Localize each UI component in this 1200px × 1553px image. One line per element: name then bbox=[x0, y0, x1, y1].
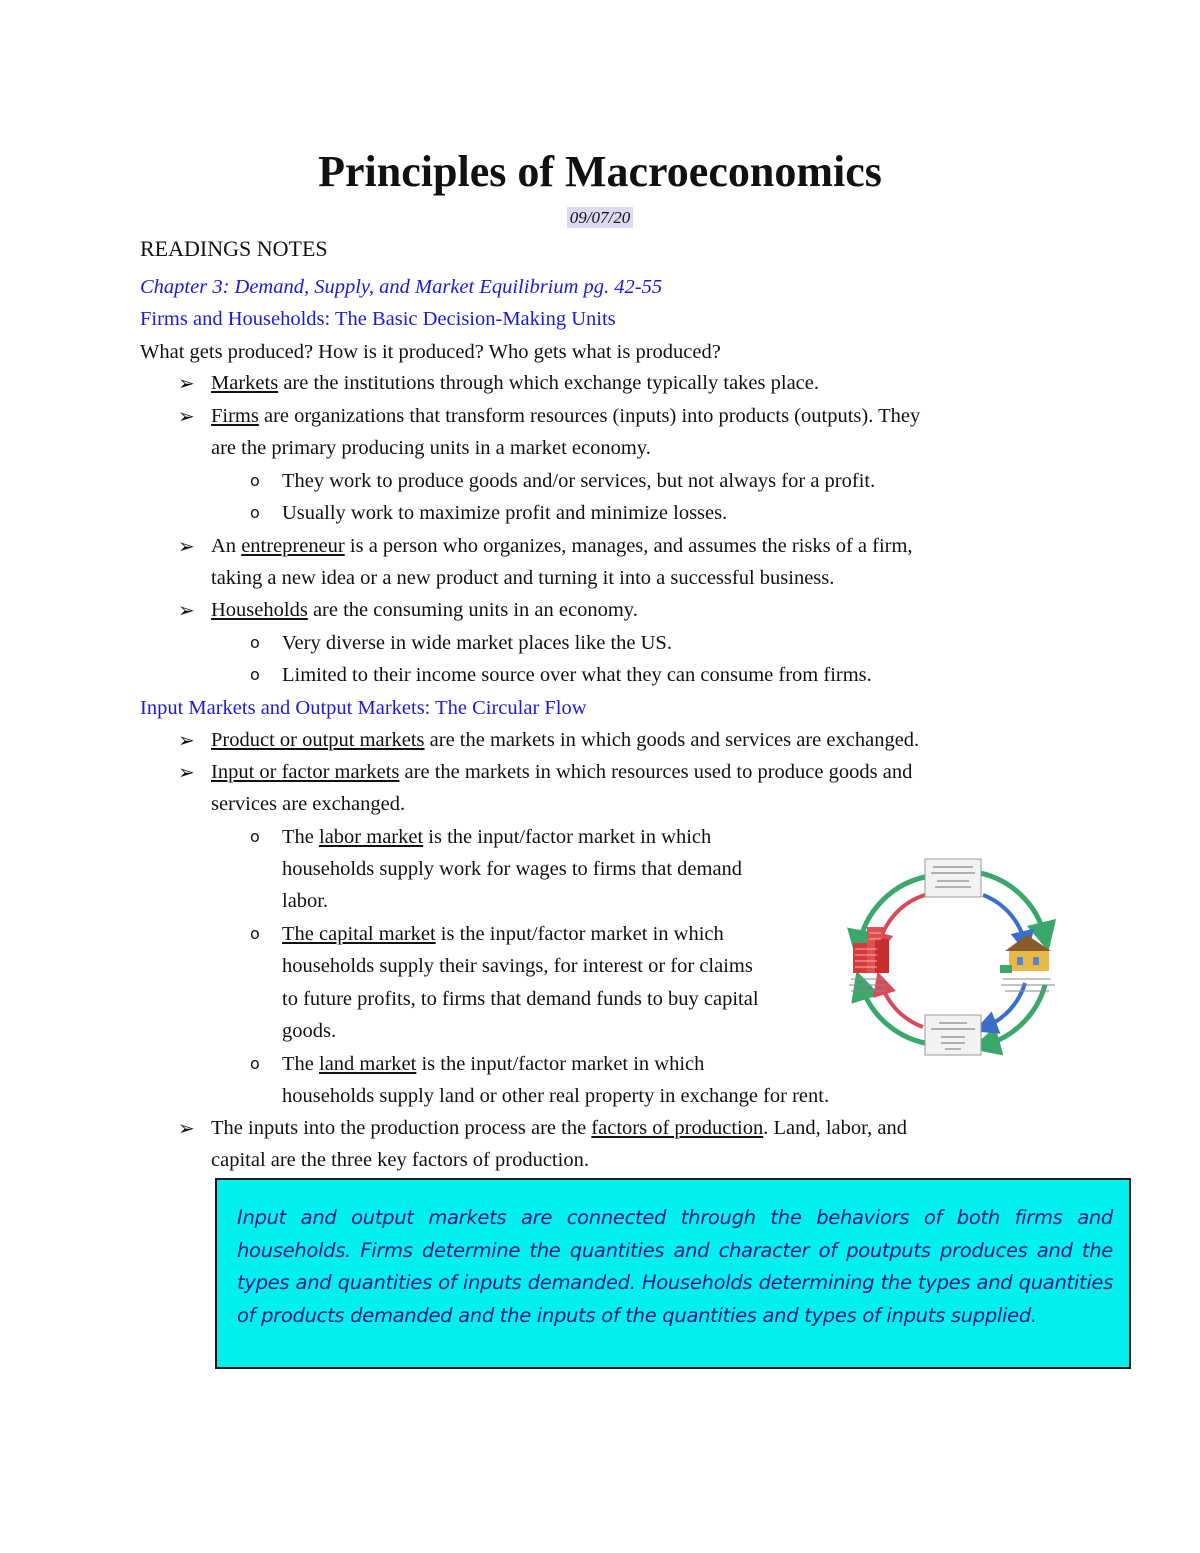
flow-arrow-outer bbox=[985, 985, 1045, 1045]
flow-arrow-inner bbox=[881, 983, 923, 1027]
term-households: Households bbox=[211, 599, 308, 621]
date-text: 09/07/20 bbox=[567, 207, 633, 228]
bullet-text: are the markets in which resources used to produce goods and bbox=[399, 761, 913, 783]
page-title: Principles of Macroeconomics bbox=[318, 147, 882, 196]
bullet-text: is the input/factor market in which bbox=[416, 1053, 705, 1075]
sub-bullet-households-2: Limited to their income source over what they can consume from firms. bbox=[282, 664, 872, 686]
bullet-text: are the consuming units in an economy. bbox=[307, 599, 638, 621]
bullet-text: is a person who organizes, manages, and assumes the risks of a firm, bbox=[344, 535, 913, 557]
bullet-households bbox=[211, 595, 638, 625]
bullet-text: The inputs into the production process are the bbox=[211, 1117, 592, 1139]
bullet-text: The bbox=[282, 1053, 319, 1075]
subheading-circular-flow: Input Markets and Output Markets: The Circular Flow bbox=[140, 697, 587, 719]
sub-bullet-marker: o bbox=[250, 1054, 260, 1073]
circular-flow-diagram bbox=[845, 855, 1060, 1060]
bullet-arrow: ➢ bbox=[178, 1116, 195, 1140]
bullet-text: are the institutions through which exchange typically takes place. bbox=[278, 372, 819, 394]
subheading-firms-households: Firms and Households: The Basic Decision-Making Units bbox=[140, 308, 616, 330]
date-label bbox=[0, 206, 1200, 230]
term-markets: Markets bbox=[211, 372, 279, 394]
question-line: What gets produced? How is it produced? Who gets what is produced? bbox=[140, 341, 721, 363]
bullet-factors-of-production bbox=[211, 1113, 907, 1143]
bullet-text: is the input/factor market in which bbox=[435, 923, 724, 945]
bullet-arrow: ➢ bbox=[178, 598, 195, 622]
bullet-entrepreneur-cont: taking a new idea or a new product and turning it into a successful business. bbox=[211, 567, 835, 589]
flow-arrow-inner bbox=[879, 895, 925, 945]
bullet-firms-cont: are the primary producing units in a market economy. bbox=[211, 437, 651, 459]
bullet-markets bbox=[211, 368, 819, 398]
bullet-text: are the markets in which goods and services are exchanged. bbox=[424, 729, 920, 751]
sub-bullet-marker: o bbox=[250, 665, 260, 684]
summary-note-box bbox=[215, 1178, 1131, 1369]
bullet-input-markets bbox=[211, 757, 912, 787]
flow-arrow-outer bbox=[861, 985, 925, 1043]
section-heading: READINGS NOTES bbox=[140, 236, 328, 261]
bullet-product-markets bbox=[211, 725, 919, 755]
term-product-markets: Product or output markets bbox=[211, 729, 425, 751]
bullet-text: are organizations that transform resources (inputs) into products (outputs). They bbox=[258, 405, 921, 427]
bullet-text: The bbox=[282, 826, 319, 848]
bullet-entrepreneur bbox=[211, 531, 913, 561]
flow-arrow-inner bbox=[985, 983, 1025, 1027]
sub-bullet-land-market bbox=[282, 1049, 704, 1079]
sub-bullet-capital-market bbox=[282, 919, 724, 949]
sub-bullet-marker: o bbox=[250, 471, 260, 490]
bullet-arrow: ➢ bbox=[178, 760, 195, 784]
summary-note-text: Input and output markets are connected through the behaviors of both firms and households. Firms determine the quantities and character of poutputs produces and the types and quantities of inputs demanded. Households determining the types and quantities of products demanded and the inputs of the quantities and types of inputs supplied. bbox=[237, 1206, 1113, 1327]
bullet-input-markets-cont: services are exchanged. bbox=[211, 793, 406, 815]
sub-bullet-marker: o bbox=[250, 503, 260, 522]
sub-bullet-labor-market bbox=[282, 822, 711, 852]
bullet-text: An bbox=[211, 535, 242, 557]
bullet-arrow: ➢ bbox=[178, 728, 195, 752]
households-house-icon bbox=[1000, 935, 1051, 973]
flow-arrow-inner bbox=[983, 895, 1025, 943]
term-capital-market: The capital market bbox=[282, 923, 436, 945]
bullet-text: . Land, labor, and bbox=[763, 1117, 907, 1139]
output-markets-box bbox=[925, 859, 981, 897]
sub-bullet-labor-market-cont: labor. bbox=[282, 890, 329, 912]
term-labor-market: labor market bbox=[319, 826, 424, 848]
bullet-arrow: ➢ bbox=[178, 534, 195, 558]
sub-bullet-capital-market-cont: to future profits, to firms that demand funds to buy capital bbox=[282, 988, 759, 1010]
bullet-text: is the input/factor market in which bbox=[423, 826, 712, 848]
term-firms: Firms bbox=[211, 405, 259, 427]
term-input-markets: Input or factor markets bbox=[211, 761, 400, 783]
sub-bullet-capital-market-cont: goods. bbox=[282, 1020, 337, 1042]
bullet-firms bbox=[211, 401, 920, 431]
sub-bullet-marker: o bbox=[250, 924, 260, 943]
sub-bullet-land-market-cont: households supply land or other real property in exchange for rent. bbox=[282, 1085, 830, 1107]
sub-bullet-households-1: Very diverse in wide market places like the US. bbox=[282, 632, 672, 654]
bullet-arrow: ➢ bbox=[178, 371, 195, 395]
bullet-arrow: ➢ bbox=[178, 404, 195, 428]
term-land-market: land market bbox=[319, 1053, 417, 1075]
sub-bullet-marker: o bbox=[250, 827, 260, 846]
term-factors-of-production: factors of production bbox=[591, 1117, 764, 1139]
sub-bullet-firms-1: They work to produce goods and/or services, but not always for a profit. bbox=[282, 470, 876, 492]
flow-arrow-outer bbox=[980, 873, 1045, 937]
sub-bullet-marker: o bbox=[250, 633, 260, 652]
bullet-factors-cont: capital are the three key factors of production. bbox=[211, 1149, 589, 1171]
chapter-heading: Chapter 3: Demand, Supply, and Market Equilibrium pg. 42-55 bbox=[140, 276, 663, 298]
term-entrepreneur: entrepreneur bbox=[241, 535, 345, 557]
sub-bullet-capital-market-cont: households supply their savings, for interest or for claims bbox=[282, 955, 753, 977]
sub-bullet-firms-2: Usually work to maximize profit and minimize losses. bbox=[282, 502, 728, 524]
sub-bullet-labor-market-cont: households supply work for wages to firms that demand bbox=[282, 858, 743, 880]
